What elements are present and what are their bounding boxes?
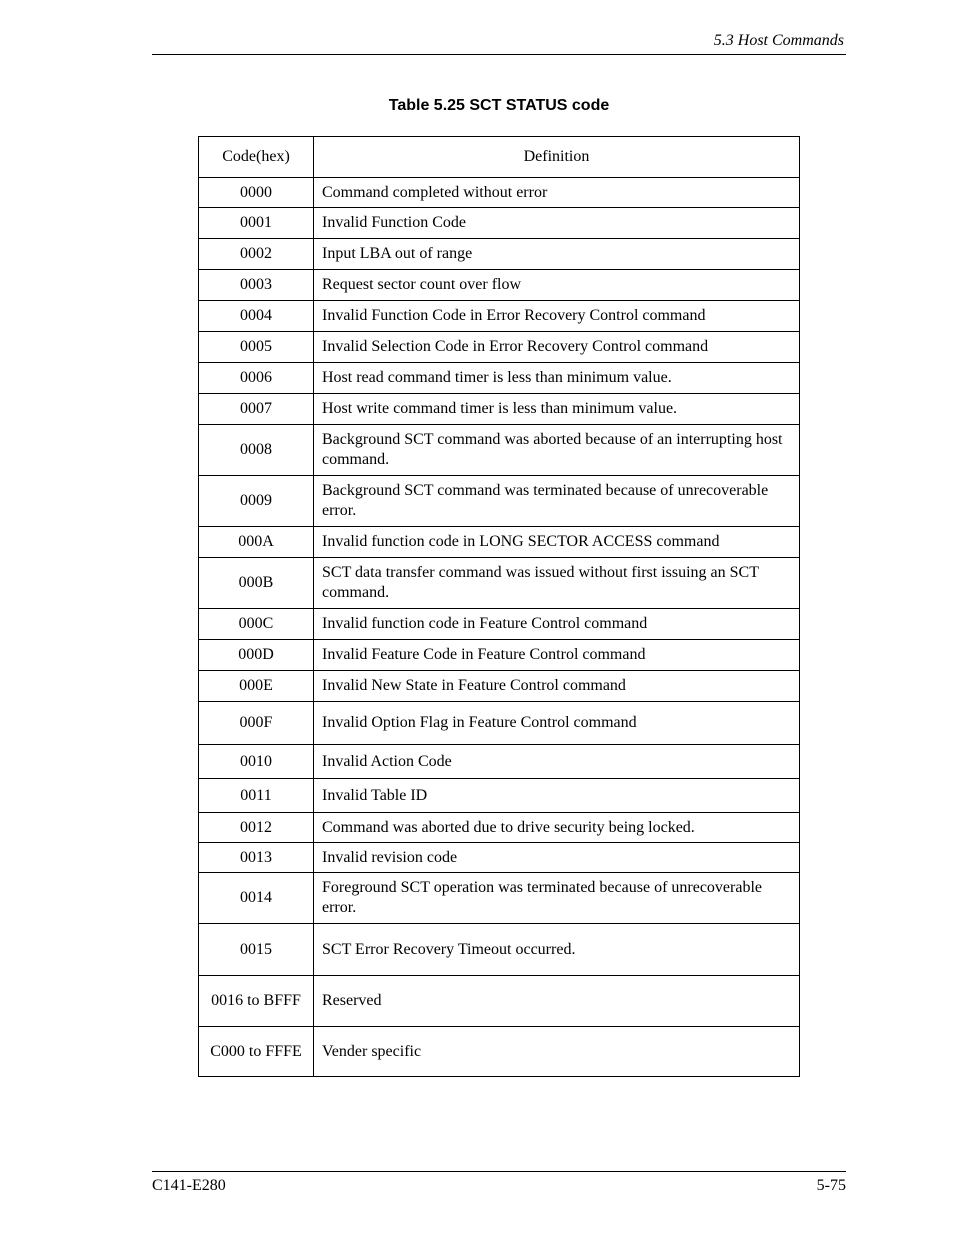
status-code-cell: 000B bbox=[199, 558, 314, 609]
table-row bbox=[199, 363, 800, 394]
table-row bbox=[199, 239, 800, 270]
definition-cell: Invalid Selection Code in Error Recovery Control command bbox=[314, 332, 800, 363]
table-row bbox=[199, 843, 800, 873]
table-row bbox=[199, 208, 800, 239]
table-row bbox=[199, 558, 800, 609]
table-caption: Table 5.25 SCT STATUS code bbox=[388, 97, 610, 114]
table-row bbox=[199, 1027, 800, 1077]
status-code-cell: 0003 bbox=[199, 270, 314, 301]
table-row bbox=[199, 702, 800, 745]
table-row bbox=[199, 640, 800, 671]
status-code-cell: 0016 to BFFF bbox=[199, 976, 314, 1027]
table-row bbox=[199, 270, 800, 301]
status-code-cell: 0004 bbox=[199, 301, 314, 332]
definition-cell: Reserved bbox=[314, 976, 800, 1027]
status-code-cell: 000E bbox=[199, 671, 314, 702]
status-code-cell: 0007 bbox=[199, 394, 314, 425]
definition-cell: SCT data transfer command was issued without first issuing an SCT command. bbox=[314, 558, 800, 609]
table-row bbox=[199, 873, 800, 924]
status-code-cell: 0012 bbox=[199, 813, 314, 843]
table-row bbox=[199, 301, 800, 332]
sct-status-table bbox=[198, 136, 800, 1077]
definition-cell: Command was aborted due to drive security being locked. bbox=[314, 813, 800, 843]
table-row bbox=[199, 476, 800, 527]
column-header-code: Code(hex) bbox=[199, 137, 314, 178]
status-code-cell: 0009 bbox=[199, 476, 314, 527]
document-id: C141-E280 bbox=[152, 1177, 226, 1194]
page-number: 5-75 bbox=[816, 1177, 846, 1194]
definition-cell: Invalid Function Code bbox=[314, 208, 800, 239]
status-code-cell: 0006 bbox=[199, 363, 314, 394]
status-code-cell: 0000 bbox=[199, 178, 314, 208]
table-header-row bbox=[199, 137, 800, 178]
status-code-cell: 0011 bbox=[199, 779, 314, 813]
definition-cell: Vender specific bbox=[314, 1027, 800, 1077]
definition-cell: Invalid Function Code in Error Recovery Control command bbox=[314, 301, 800, 332]
table-row bbox=[199, 745, 800, 779]
table-row bbox=[199, 178, 800, 208]
definition-cell: Invalid Option Flag in Feature Control command bbox=[314, 702, 800, 745]
table-row bbox=[199, 425, 800, 476]
definition-cell: Invalid Table ID bbox=[314, 779, 800, 813]
table-row bbox=[199, 924, 800, 976]
status-code-cell: 0015 bbox=[199, 924, 314, 976]
definition-cell: Invalid New State in Feature Control command bbox=[314, 671, 800, 702]
table-row bbox=[199, 332, 800, 363]
status-code-cell: C000 to FFFE bbox=[199, 1027, 314, 1077]
table-row bbox=[199, 813, 800, 843]
status-code-cell: 0014 bbox=[199, 873, 314, 924]
definition-cell: Invalid revision code bbox=[314, 843, 800, 873]
status-code-cell: 000C bbox=[199, 609, 314, 640]
status-code-cell: 0010 bbox=[199, 745, 314, 779]
definition-cell: Invalid function code in Feature Control command bbox=[314, 609, 800, 640]
definition-cell: Foreground SCT operation was terminated because of unrecoverable error. bbox=[314, 873, 800, 924]
footer-rule bbox=[152, 1171, 846, 1172]
table-row bbox=[199, 779, 800, 813]
table-row bbox=[199, 527, 800, 558]
definition-cell: Host write command timer is less than minimum value. bbox=[314, 394, 800, 425]
table-row bbox=[199, 609, 800, 640]
status-code-cell: 0013 bbox=[199, 843, 314, 873]
table-row bbox=[199, 976, 800, 1027]
header-rule bbox=[152, 54, 846, 55]
definition-cell: Input LBA out of range bbox=[314, 239, 800, 270]
status-code-cell: 000F bbox=[199, 702, 314, 745]
definition-cell: Background SCT command was aborted because of an interrupting host command. bbox=[314, 425, 800, 476]
definition-cell: Invalid Feature Code in Feature Control command bbox=[314, 640, 800, 671]
table-row bbox=[199, 671, 800, 702]
running-header: 5.3 Host Commands bbox=[713, 32, 844, 49]
column-header-definition: Definition bbox=[314, 137, 800, 178]
definition-cell: Command completed without error bbox=[314, 178, 800, 208]
definition-cell: Invalid Action Code bbox=[314, 745, 800, 779]
definition-cell: Host read command timer is less than minimum value. bbox=[314, 363, 800, 394]
definition-cell: Invalid function code in LONG SECTOR ACCESS command bbox=[314, 527, 800, 558]
status-code-cell: 000D bbox=[199, 640, 314, 671]
definition-cell: Request sector count over flow bbox=[314, 270, 800, 301]
status-code-cell: 0005 bbox=[199, 332, 314, 363]
table-row bbox=[199, 394, 800, 425]
status-code-cell: 0008 bbox=[199, 425, 314, 476]
definition-cell: SCT Error Recovery Timeout occurred. bbox=[314, 924, 800, 976]
definition-cell: Background SCT command was terminated because of unrecoverable error. bbox=[314, 476, 800, 527]
status-code-cell: 0002 bbox=[199, 239, 314, 270]
status-code-cell: 0001 bbox=[199, 208, 314, 239]
status-code-cell: 000A bbox=[199, 527, 314, 558]
